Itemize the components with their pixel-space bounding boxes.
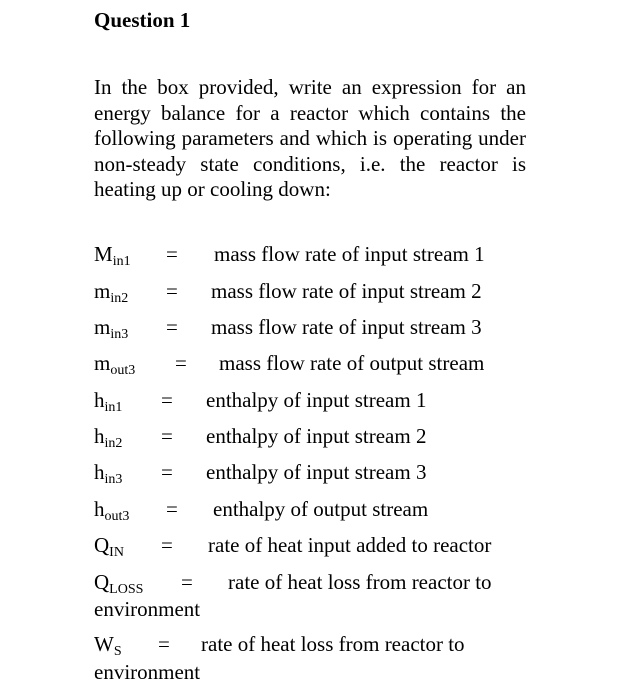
param-description: enthalpy of input stream 2 bbox=[206, 424, 427, 448]
param-description: mass flow rate of input stream 2 bbox=[211, 279, 482, 303]
param-symbol: $m_{in3}$ bbox=[94, 315, 129, 342]
param-description: enthalpy of input stream 1 bbox=[206, 388, 427, 412]
param-symbol: $m_{in2}$ bbox=[94, 279, 129, 306]
param-equals: = bbox=[166, 315, 178, 339]
param-equals: = bbox=[161, 460, 173, 484]
param-equals: = bbox=[161, 424, 173, 448]
param-symbol: $h_{out3}$ bbox=[94, 497, 130, 524]
param-symbol: $M_{in1}$ bbox=[94, 242, 131, 269]
param-symbol: $W_S$ bbox=[94, 632, 122, 659]
param-description: enthalpy of input stream 3 bbox=[206, 460, 427, 484]
param-description: rate of heat loss from reactor to bbox=[228, 570, 492, 594]
param-equals: = bbox=[158, 632, 170, 656]
param-symbol: $h_{in3}$ bbox=[94, 460, 123, 487]
param-equals: = bbox=[166, 279, 178, 303]
param-equals: = bbox=[161, 388, 173, 412]
param-description-continuation: environment bbox=[94, 597, 201, 621]
param-equals: = bbox=[175, 351, 187, 375]
param-equals: = bbox=[166, 497, 178, 521]
param-symbol: $Q_{LOSS}$ bbox=[94, 570, 144, 597]
param-description: enthalpy of output stream bbox=[213, 497, 429, 521]
question-title: Question 1 bbox=[94, 8, 191, 32]
question-intro: In the box provided, write an expression for an energy balance for a reactor which contains the following parameters and which is operating under non-steady state conditions, i.e. the reactor is heating up or cooling down: bbox=[94, 75, 526, 202]
param-equals: = bbox=[161, 533, 173, 557]
param-description: rate of heat loss from reactor to bbox=[201, 632, 465, 656]
param-description: rate of heat input added to reactor bbox=[208, 533, 492, 557]
param-symbol: $h_{in2}$ bbox=[94, 424, 123, 451]
param-description: mass flow rate of output stream bbox=[219, 351, 485, 375]
param-description: mass flow rate of input stream 1 bbox=[214, 242, 485, 266]
param-symbol: $m_{out3}$ bbox=[94, 351, 136, 378]
param-symbol: $Q_{IN}$ bbox=[94, 533, 124, 560]
param-description: mass flow rate of input stream 3 bbox=[211, 315, 482, 339]
param-equals: = bbox=[166, 242, 178, 266]
param-description-continuation: environment bbox=[94, 660, 201, 684]
param-equals: = bbox=[181, 570, 193, 594]
param-symbol: $h_{in1}$ bbox=[94, 388, 123, 415]
